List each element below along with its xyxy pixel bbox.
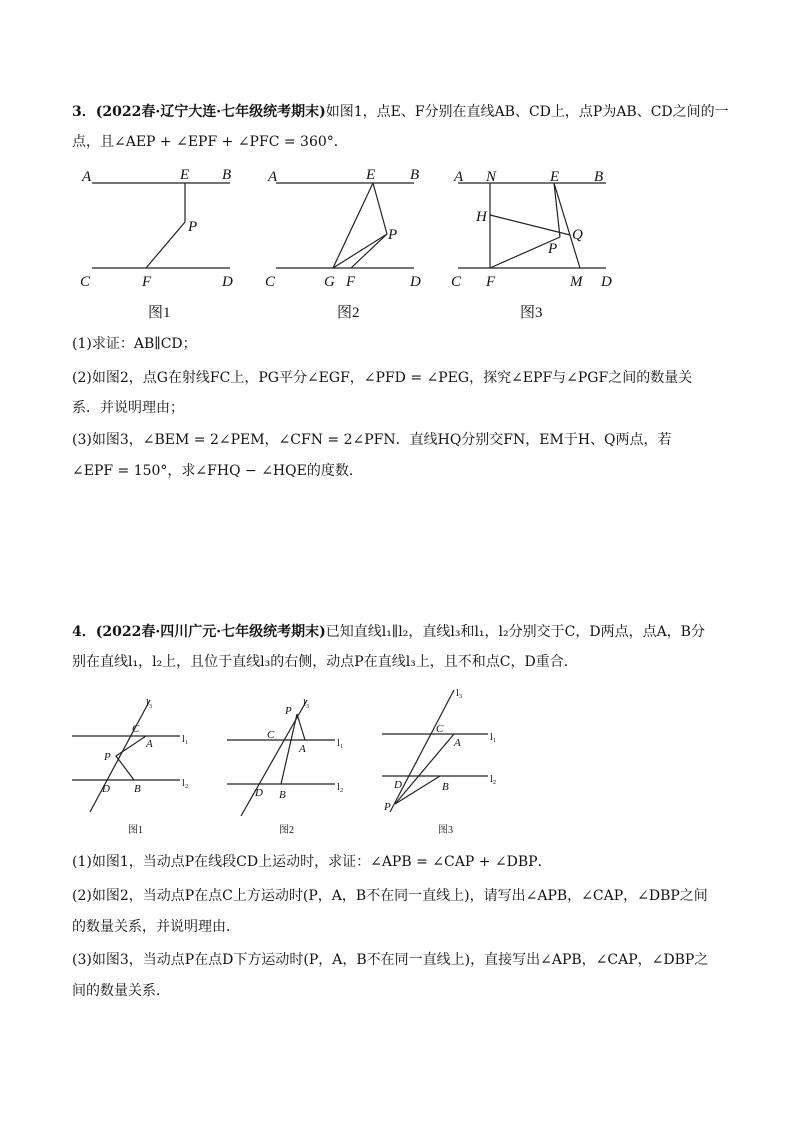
label-f: F — [142, 274, 152, 290]
q3-part-1: (1)求证：AB∥CD； — [72, 336, 197, 352]
label-d: D — [394, 779, 402, 791]
label-g: G — [324, 274, 335, 290]
label-c: C — [436, 723, 444, 735]
q3-part-2-line-1: (2)如图2，点G在射线FC上，PG平分∠EGF，∠PFD = ∠PEG，探究∠EPF与∠PGF之间的数量关 — [72, 370, 693, 386]
label-e: E — [366, 167, 376, 183]
q3-figure-3 — [448, 165, 628, 321]
label-a: A — [146, 738, 153, 750]
q4-stem-1: 已知直线l₁∥l₂，直线l₃和l₁，l₂分别交于C，D两点，点A，B分 — [325, 624, 705, 640]
segment-pa — [297, 714, 305, 740]
q4-part-3-line-1: (3)如图3，当动点P在点D下方运动时(P，A，B不在同一直线上)，直接写出∠APB，∠CAP，∠DBP之 — [72, 952, 709, 968]
q4-part-2-line-1: (2)如图2，当动点P在点C上方运动时(P，A，B不在同一直线上)，请写出∠APB，∠CAP，∠DBP之间 — [72, 888, 708, 904]
caption-fig-1: 图1 — [148, 305, 171, 321]
path-e-p-f — [146, 183, 185, 268]
label-a: A — [454, 737, 461, 749]
label-d: D — [102, 783, 110, 795]
label-b: B — [442, 781, 449, 793]
label-l1: l₁ — [337, 738, 344, 749]
caption-fig-2: 图2 — [279, 825, 294, 836]
label-p: P — [548, 241, 558, 257]
label-p: P — [285, 705, 292, 717]
segment-ep — [373, 183, 387, 234]
label-c: C — [451, 274, 462, 290]
segment-pb — [281, 714, 297, 784]
label-e: E — [180, 167, 190, 183]
label-h: H — [476, 209, 487, 225]
label-l1: l₁ — [182, 734, 189, 745]
q4-part-1: (1)如图1，当动点P在线段CD上运动时，求证：∠APB = ∠CAP + ∠DBP． — [72, 854, 552, 870]
caption-fig-3: 图3 — [438, 825, 453, 836]
path-a-p-b — [116, 736, 146, 780]
segment-pf — [351, 234, 387, 268]
label-f: F — [346, 274, 356, 290]
label-b: B — [410, 167, 420, 183]
label-l1: l₁ — [490, 732, 497, 743]
label-l2: l₂ — [490, 774, 497, 785]
caption-fig-3: 图3 — [520, 305, 543, 321]
q3-number: 3． — [72, 104, 96, 120]
label-a: A — [454, 169, 464, 185]
label-l3: l₃ — [146, 698, 153, 709]
q4-part-3-line-2: 间的数量关系． — [72, 983, 170, 999]
label-f: F — [486, 274, 496, 290]
q4-figure-2 — [227, 692, 367, 842]
label-d: D — [410, 274, 421, 290]
label-d: D — [255, 787, 263, 799]
label-p: P — [388, 227, 398, 243]
label-p: P — [384, 801, 391, 813]
label-b: B — [594, 169, 604, 185]
label-c: C — [267, 729, 275, 741]
label-b: B — [279, 789, 286, 801]
q3-line-2: 点，且∠AEP + ∠EPF + ∠PFC = 360°． — [72, 134, 348, 150]
q4-source: (2022春·四川广元·七年级统考期末) — [95, 624, 326, 640]
label-d: D — [222, 274, 233, 290]
q4-line-1 — [72, 622, 705, 642]
label-m: M — [570, 274, 583, 290]
label-l2: l₂ — [182, 778, 189, 789]
q4-figure-1 — [72, 692, 212, 842]
label-a: A — [299, 743, 306, 755]
q3-figure-1 — [72, 165, 242, 321]
q4-figure-3 — [378, 686, 518, 836]
q4-line-2: 别在直线l₁，l₂上，且位于直线l₃的右侧，动点P在直线l₃上，且不和点C，D重合． — [72, 654, 578, 670]
label-c: C — [265, 274, 276, 290]
label-a: A — [268, 169, 278, 185]
line-l3 — [390, 690, 454, 812]
label-c: C — [132, 723, 140, 735]
label-e: E — [550, 169, 560, 185]
label-q: Q — [572, 227, 583, 243]
q3-part-3-line-2: ∠EPF = 150°，求∠FHQ − ∠HQE的度数． — [72, 463, 363, 479]
label-l3: l₃ — [303, 698, 310, 709]
segment-em — [554, 183, 580, 268]
q3-part-2-line-2: 系．并说明理由； — [72, 400, 184, 416]
label-a: A — [82, 169, 92, 185]
caption-fig-2: 图2 — [337, 305, 360, 321]
q4-part-2-line-2: 的数量关系，并说明理由． — [72, 919, 240, 935]
label-c: C — [80, 274, 91, 290]
label-l2: l₂ — [337, 782, 344, 793]
q3-stem-1: 如图1，点E、F分别在直线AB、CD上，点P为AB、CD之间的一 — [325, 104, 729, 120]
q3-source: (2022春·辽宁大连·七年级统考期末) — [95, 104, 326, 120]
q4-number: 4． — [72, 624, 96, 640]
caption-fig-1: 图1 — [128, 825, 143, 836]
label-p: P — [104, 751, 111, 763]
q3-part-3-line-1: (3)如图3，∠BEM = 2∠PEM，∠CFN = 2∠PFN．直线HQ分别交FN，EM于H、Q两点，若 — [72, 432, 672, 448]
q3-line-1 — [72, 102, 729, 122]
label-n: N — [486, 169, 497, 185]
label-b: B — [134, 783, 141, 795]
label-l3: l₃ — [456, 688, 463, 699]
q3-figure-2 — [262, 165, 432, 321]
label-b: B — [222, 167, 232, 183]
label-p: P — [188, 219, 198, 235]
label-d: D — [601, 274, 612, 290]
segment-pa — [395, 734, 454, 804]
